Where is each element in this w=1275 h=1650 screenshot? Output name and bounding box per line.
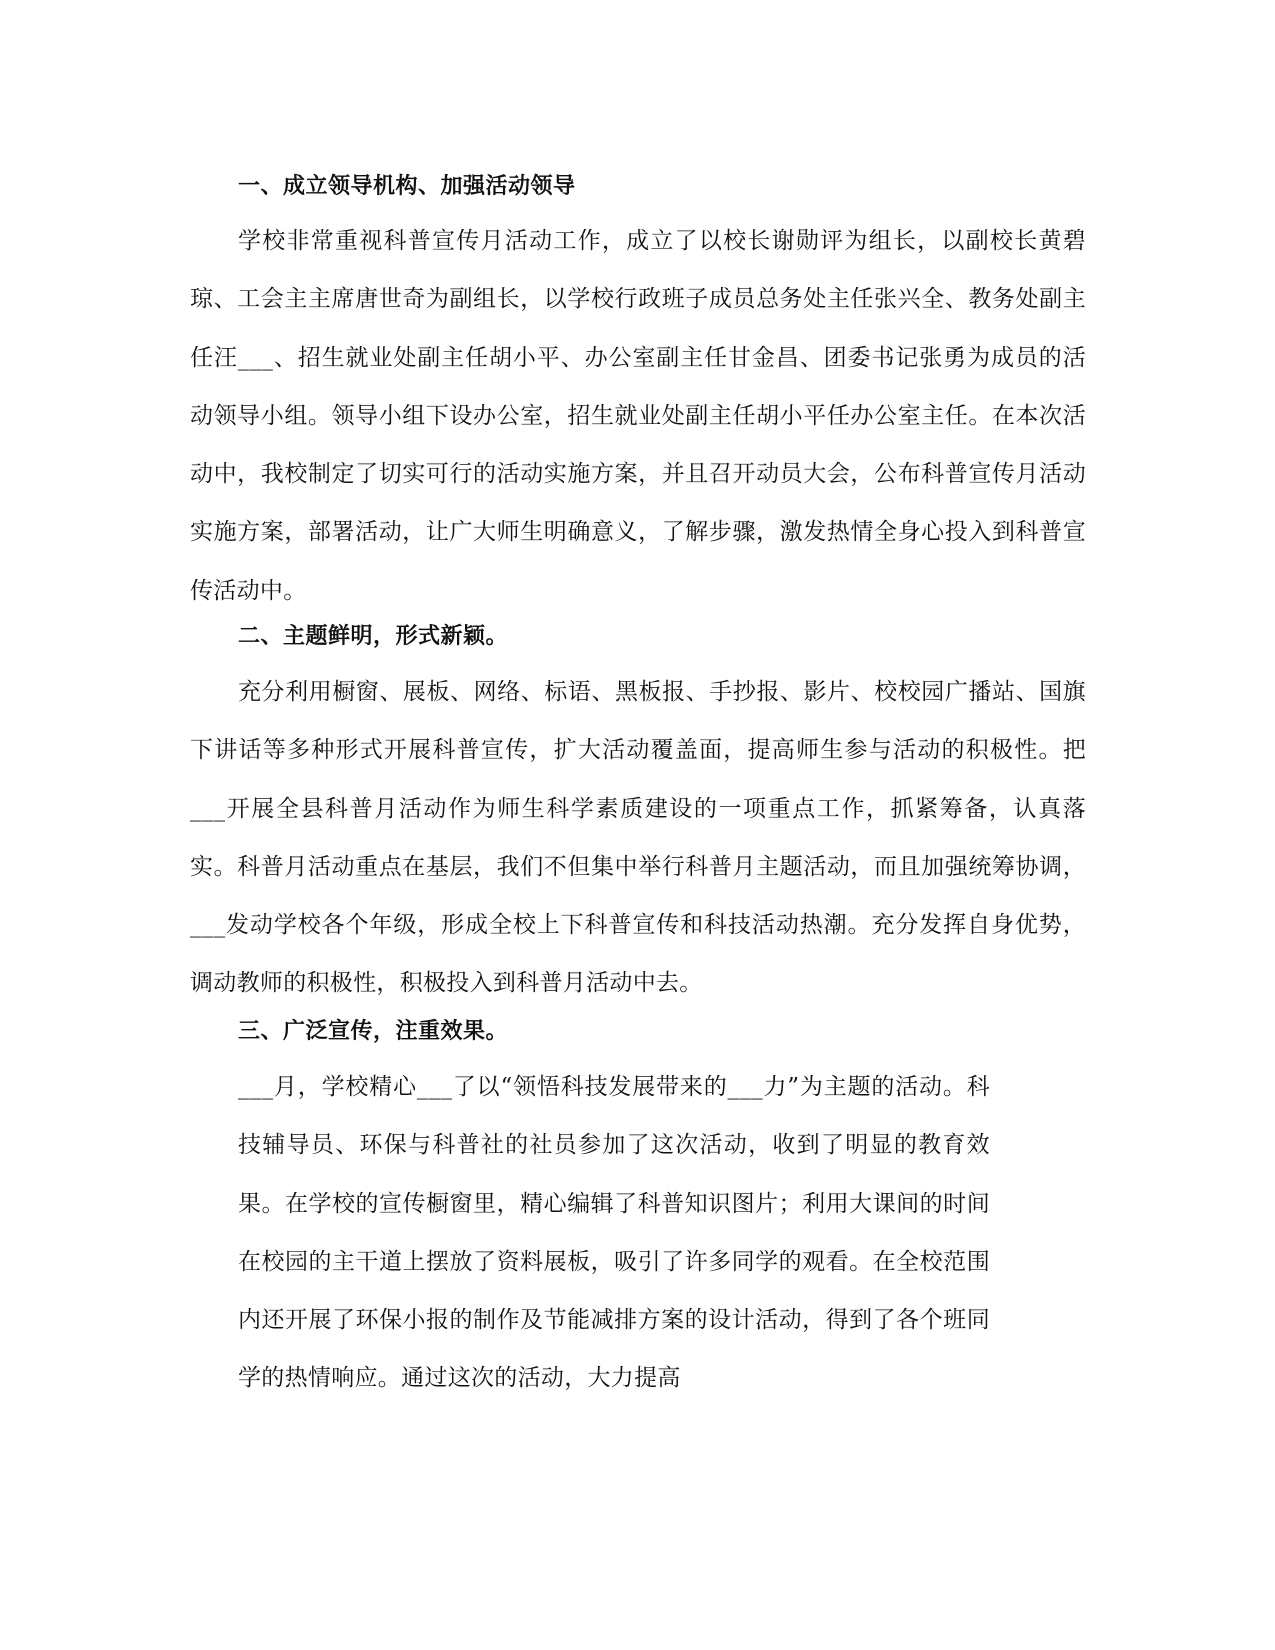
section-1-paragraph: 学校非常重视科普宣传月活动工作，成立了以校长谢勋评为组长，以副校长黄碧琼、工会主主席唐世奇为副组长，以学校行政班子成员总务处主任张兴全、教务处副主任汪___、招生就业处副主任胡小平、办公室副主任甘金昌、团委书记张勇为成员的活动领导小组。领导小组下设办公室，招生就业处副主任胡小平任办公室主任。在本次活动中，我校制定了切实可行的活动实施方案，并且召开动员大会，公布科普宣传月活动实施方案，部署活动，让广大师生明确意义，了解步骤，激发热情全身心投入到科普宣传活动中。 (190, 228, 1086, 604)
section-2-heading: 二、主题鲜明，形式新颖。 (238, 623, 509, 649)
section-1-heading: 一、成立领导机构、加强活动领导 (238, 173, 576, 199)
section-2-paragraph: 充分利用橱窗、展板、网络、标语、黑板报、手抄报、影片、校校园广播站、国旗下讲话等多种形式开展科普宣传，扩大活动覆盖面，提高师生参与活动的积极性。把___开展全县科普月活动作为师生科学素质建设的一项重点工作，抓紧筹备，认真落实。科普月活动重点在基层，我们不但集中举行科普月主题活动，而且加强统筹协调，___发动学校各个年级，形成全校上下科普宣传和科技活动热潮。充分发挥自身优势，调动教师的积极性，积极投入到科普月活动中去。 (190, 679, 1086, 997)
section-3-paragraph: ___月，学校精心___了以“领悟科技发展带来的___力”为主题的活动。科技辅导员、环保与科普社的社员参加了这次活动，收到了明显的教育效果。在学校的宣传橱窗里，精心编辑了科普知识图片；利用大课间的时间在校园的主干道上摆放了资料展板，吸引了许多同学的观看。在全校范围内还开展了环保小报的制作及节能减排方案的设计活动，得到了各个班同学的热情响应。通过这次的活动，大力提高 (238, 1074, 990, 1392)
section-3-heading: 三、广泛宣传，注重效果。 (238, 1018, 509, 1044)
